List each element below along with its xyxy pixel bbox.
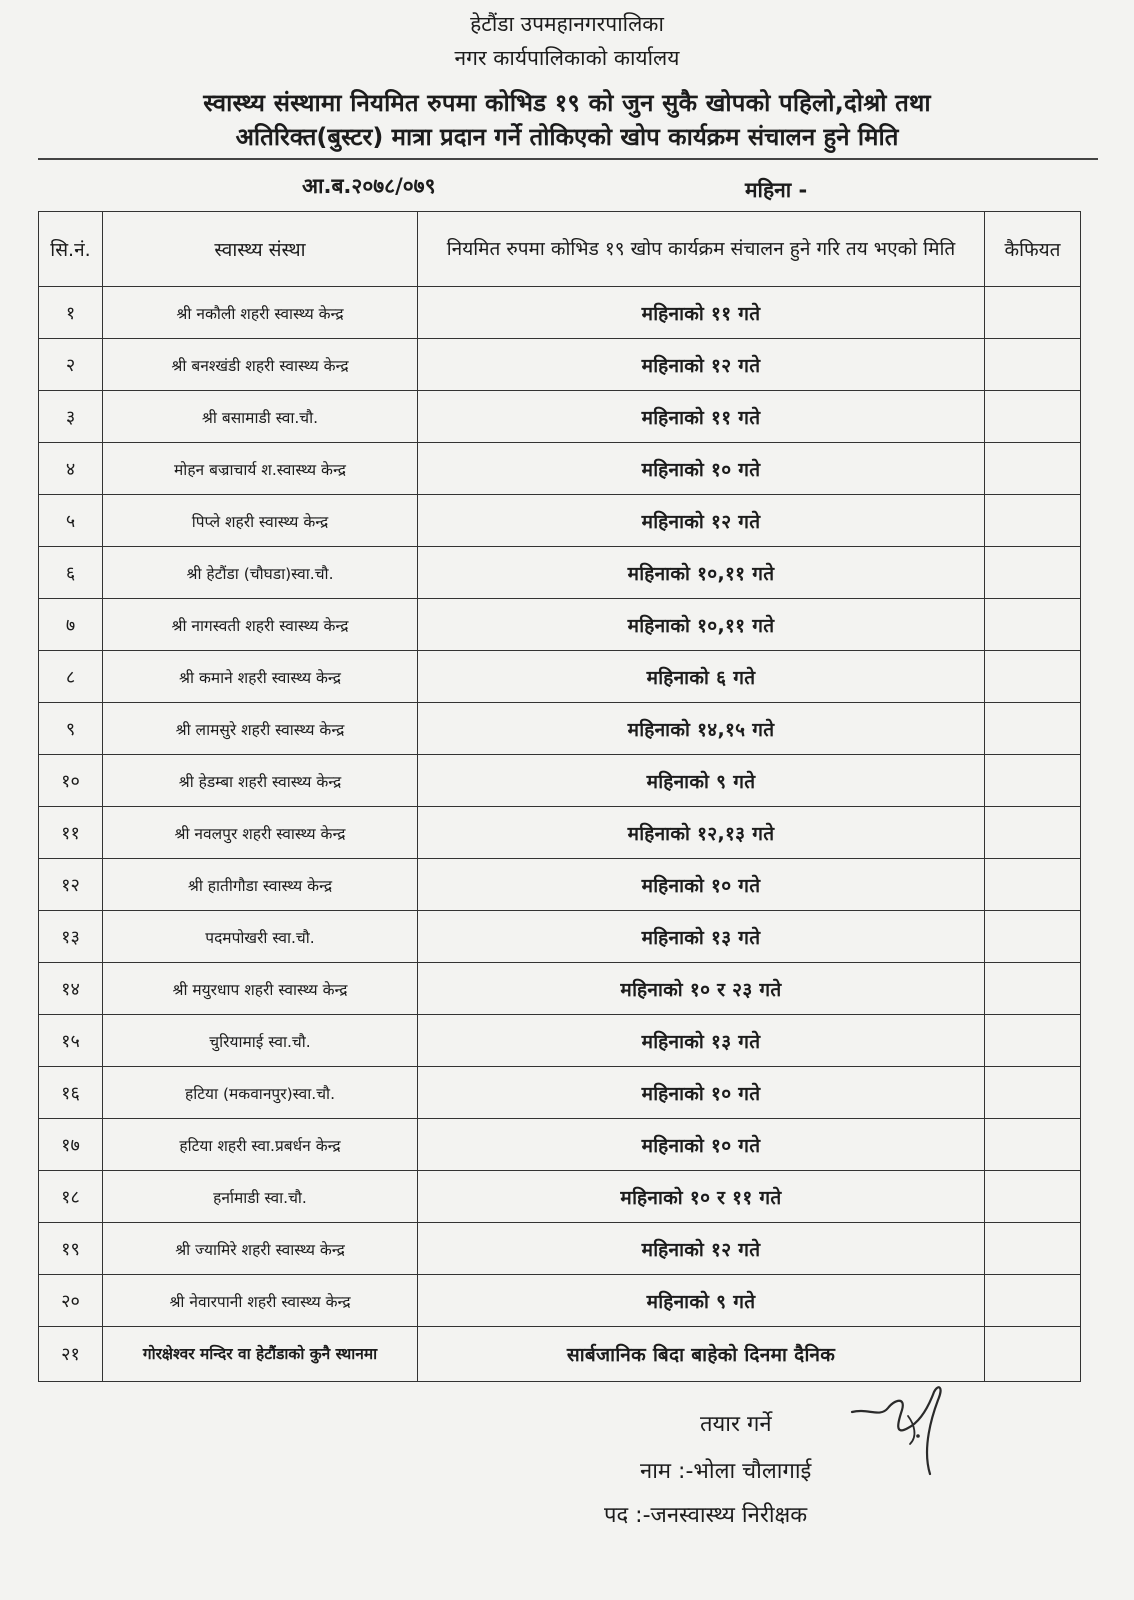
- row-remarks: [985, 807, 1081, 859]
- row-institution: श्री नेवारपानी शहरी स्वास्थ्य केन्द्र: [103, 1275, 418, 1327]
- row-remarks: [985, 1015, 1081, 1067]
- row-serial-number: ११: [39, 807, 103, 859]
- handwritten-signature: [848, 1378, 958, 1488]
- office-subtitle: नगर कार्यपालिकाको कार्यालय: [454, 46, 680, 70]
- row-date: महिनाको ११ गते: [418, 287, 985, 339]
- table-header-row: [39, 212, 1081, 287]
- row-serial-number: ३: [39, 391, 103, 443]
- table-row: [39, 1223, 1081, 1275]
- table-row: [39, 1015, 1081, 1067]
- row-serial-number: २०: [39, 1275, 103, 1327]
- table-row: [39, 911, 1081, 963]
- row-institution: हटिया शहरी स्वा.प्रबर्धन केन्द्र: [103, 1119, 418, 1171]
- notice-title-line2: अतिरिक्त(बुस्टर) मात्रा प्रदान गर्ने तोकिएको खोप कार्यक्रम संचालन हुने मिति: [235, 123, 899, 151]
- table-row: [39, 703, 1081, 755]
- row-serial-number: १५: [39, 1015, 103, 1067]
- row-institution: श्री हेडम्बा शहरी स्वास्थ्य केन्द्र: [103, 755, 418, 807]
- table-row: [39, 443, 1081, 495]
- table-row: [39, 755, 1081, 807]
- table-row: [39, 1067, 1081, 1119]
- row-date: सार्बजानिक बिदा बाहेको दिनमा दैनिक: [418, 1327, 985, 1382]
- row-date: महिनाको १० गते: [418, 1067, 985, 1119]
- row-remarks: [985, 443, 1081, 495]
- row-institution: चुरियामाई स्वा.चौ.: [103, 1015, 418, 1067]
- column-header-date: नियमित रुपमा कोभिड १९ खोप कार्यक्रम संचालन हुने गरि तय भएको मिति: [418, 212, 985, 287]
- row-date: महिनाको १०,११ गते: [418, 547, 985, 599]
- row-institution: श्री कमाने शहरी स्वास्थ्य केन्द्र: [103, 651, 418, 703]
- row-remarks: [985, 599, 1081, 651]
- table-row: [39, 1327, 1081, 1382]
- row-date: महिनाको १२,१३ गते: [418, 807, 985, 859]
- row-serial-number: १८: [39, 1171, 103, 1223]
- row-date: महिनाको ९ गते: [418, 755, 985, 807]
- table-row: [39, 1171, 1081, 1223]
- row-institution: श्री मयुरधाप शहरी स्वास्थ्य केन्द्र: [103, 963, 418, 1015]
- row-remarks: [985, 1171, 1081, 1223]
- row-remarks: [985, 287, 1081, 339]
- row-institution: श्री ज्यामिरे शहरी स्वास्थ्य केन्द्र: [103, 1223, 418, 1275]
- row-serial-number: ५: [39, 495, 103, 547]
- row-remarks: [985, 495, 1081, 547]
- row-remarks: [985, 547, 1081, 599]
- table-row: [39, 287, 1081, 339]
- row-institution: श्री हेटौंडा (चौघडा)स्वा.चौ.: [103, 547, 418, 599]
- row-remarks: [985, 1119, 1081, 1171]
- row-date: महिनाको १३ गते: [418, 1015, 985, 1067]
- row-remarks: [985, 651, 1081, 703]
- row-institution: पिप्ले शहरी स्वास्थ्य केन्द्र: [103, 495, 418, 547]
- row-institution: श्री नवलपुर शहरी स्वास्थ्य केन्द्र: [103, 807, 418, 859]
- row-remarks: [985, 963, 1081, 1015]
- row-serial-number: ८: [39, 651, 103, 703]
- row-remarks: [985, 755, 1081, 807]
- row-serial-number: १: [39, 287, 103, 339]
- row-serial-number: १६: [39, 1067, 103, 1119]
- row-institution: श्री नागस्वती शहरी स्वास्थ्य केन्द्र: [103, 599, 418, 651]
- column-header-institution: स्वास्थ्य संस्था: [103, 212, 418, 287]
- row-serial-number: ६: [39, 547, 103, 599]
- table-row: [39, 339, 1081, 391]
- row-remarks: [985, 911, 1081, 963]
- notice-title-line1: स्वास्थ्य संस्थामा नियमित रुपमा कोभिड १९ को जुन सुकै खोपको पहिलो,दोश्रो तथा: [203, 89, 931, 117]
- row-remarks: [985, 1067, 1081, 1119]
- row-serial-number: १०: [39, 755, 103, 807]
- row-date: महिनाको १० र २३ गते: [418, 963, 985, 1015]
- row-date: महिनाको १४,१५ गते: [418, 703, 985, 755]
- signatory-post: पद :-जनस्वास्थ्य निरीक्षक: [604, 1503, 808, 1528]
- row-date: महिनाको ६ गते: [418, 651, 985, 703]
- row-institution: हर्नामाडी स्वा.चौ.: [103, 1171, 418, 1223]
- signatory-name: नाम :-भोला चौलागाई: [640, 1459, 812, 1484]
- header-divider: [38, 158, 1098, 160]
- table-row: [39, 1119, 1081, 1171]
- row-remarks: [985, 859, 1081, 911]
- row-institution: श्री नकौली शहरी स्वास्थ्य केन्द्र: [103, 287, 418, 339]
- row-remarks: [985, 339, 1081, 391]
- table-row: [39, 1275, 1081, 1327]
- row-date: महिनाको १० गते: [418, 859, 985, 911]
- office-name: हेटौंडा उपमहानगरपालिका: [470, 12, 664, 36]
- row-remarks: [985, 703, 1081, 755]
- row-date: महिनाको ११ गते: [418, 391, 985, 443]
- row-date: महिनाको ९ गते: [418, 1275, 985, 1327]
- row-date: महिनाको १० र ११ गते: [418, 1171, 985, 1223]
- row-remarks: [985, 1275, 1081, 1327]
- table-row: [39, 547, 1081, 599]
- fiscal-year: आ.ब.२०७८/०७९: [302, 174, 436, 198]
- row-remarks: [985, 1223, 1081, 1275]
- row-serial-number: ४: [39, 443, 103, 495]
- row-institution: हटिया (मकवानपुर)स्वा.चौ.: [103, 1067, 418, 1119]
- row-institution: श्री बनश्खंडी शहरी स्वास्थ्य केन्द्र: [103, 339, 418, 391]
- row-institution: श्री हातीगौडा स्वास्थ्य केन्द्र: [103, 859, 418, 911]
- prepared-by-label: तयार गर्ने: [700, 1412, 772, 1437]
- row-date: महिनाको १२ गते: [418, 1223, 985, 1275]
- row-institution: श्री बसामाडी स्वा.चौ.: [103, 391, 418, 443]
- row-date: महिनाको १२ गते: [418, 339, 985, 391]
- table-row: [39, 495, 1081, 547]
- row-remarks: [985, 391, 1081, 443]
- row-institution: मोहन बज्राचार्य श.स्वास्थ्य केन्द्र: [103, 443, 418, 495]
- table-row: [39, 859, 1081, 911]
- table-row: [39, 651, 1081, 703]
- row-serial-number: १४: [39, 963, 103, 1015]
- table-row: [39, 963, 1081, 1015]
- row-serial-number: २: [39, 339, 103, 391]
- row-date: महिनाको १२ गते: [418, 495, 985, 547]
- vaccination-schedule-table: [38, 211, 1081, 1382]
- row-institution: श्री लामसुरे शहरी स्वास्थ्य केन्द्र: [103, 703, 418, 755]
- row-date: महिनाको १० गते: [418, 443, 985, 495]
- row-serial-number: १३: [39, 911, 103, 963]
- row-serial-number: १७: [39, 1119, 103, 1171]
- row-serial-number: २१: [39, 1327, 103, 1382]
- row-date: महिनाको १०,११ गते: [418, 599, 985, 651]
- row-serial-number: ७: [39, 599, 103, 651]
- row-serial-number: १९: [39, 1223, 103, 1275]
- table-row: [39, 599, 1081, 651]
- row-date: महिनाको १३ गते: [418, 911, 985, 963]
- row-serial-number: १२: [39, 859, 103, 911]
- row-institution: गोरक्षेश्वर मन्दिर वा हेटौंडाको कुनै स्थानमा: [103, 1327, 418, 1382]
- row-remarks: [985, 1327, 1081, 1382]
- row-serial-number: ९: [39, 703, 103, 755]
- column-header-sn: सि.नं.: [39, 212, 103, 287]
- column-header-remarks: कैफियत: [985, 212, 1081, 287]
- month-label: महिना -: [745, 178, 808, 202]
- row-date: महिनाको १० गते: [418, 1119, 985, 1171]
- table-row: [39, 391, 1081, 443]
- table-row: [39, 807, 1081, 859]
- row-institution: पदमपोखरी स्वा.चौ.: [103, 911, 418, 963]
